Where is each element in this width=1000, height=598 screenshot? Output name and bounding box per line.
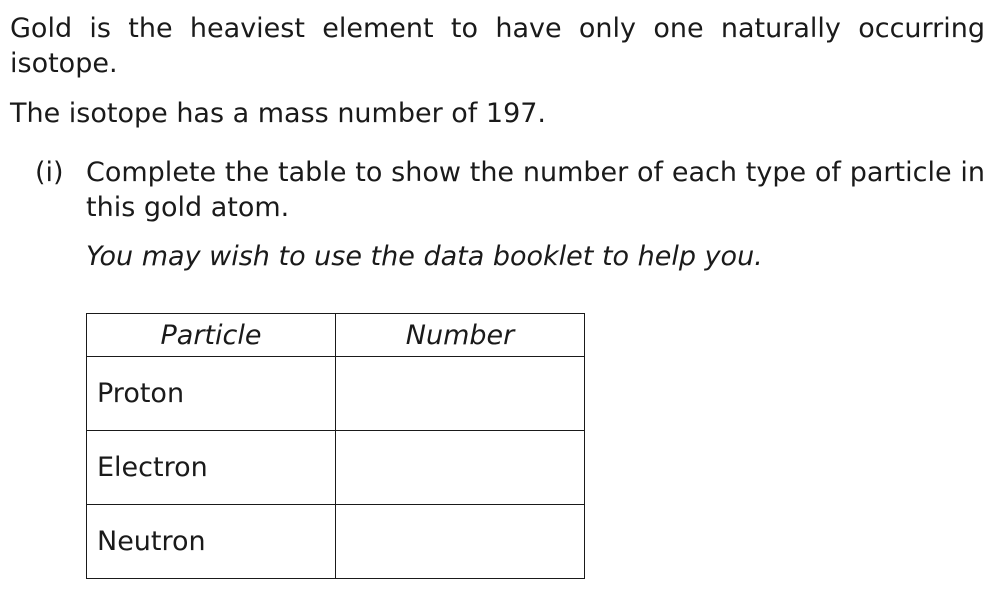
- mass-number-statement: The isotope has a mass number of 197.: [10, 98, 547, 129]
- particle-table: [86, 313, 585, 579]
- table-row: [87, 357, 585, 431]
- table-header-row: [87, 314, 585, 357]
- number-cell-neutron[interactable]: [336, 505, 585, 579]
- intro-paragraph: Gold is the heaviest element to have only one naturally occurring isotope.: [10, 13, 985, 79]
- particle-name-proton: Proton: [87, 357, 336, 431]
- table-row: [87, 431, 585, 505]
- table-row: [87, 505, 585, 579]
- header-particle: Particle: [87, 314, 336, 357]
- number-cell-electron[interactable]: [336, 431, 585, 505]
- number-cell-proton[interactable]: [336, 357, 585, 431]
- header-number: Number: [336, 314, 585, 357]
- hint-text: You may wish to use the data booklet to help you.: [86, 241, 763, 272]
- part-instruction: Complete the table to show the number of each type of particle in this gold atom.: [86, 157, 985, 223]
- particle-name-neutron: Neutron: [87, 505, 336, 579]
- particle-name-electron: Electron: [87, 431, 336, 505]
- part-label: (i): [35, 157, 64, 188]
